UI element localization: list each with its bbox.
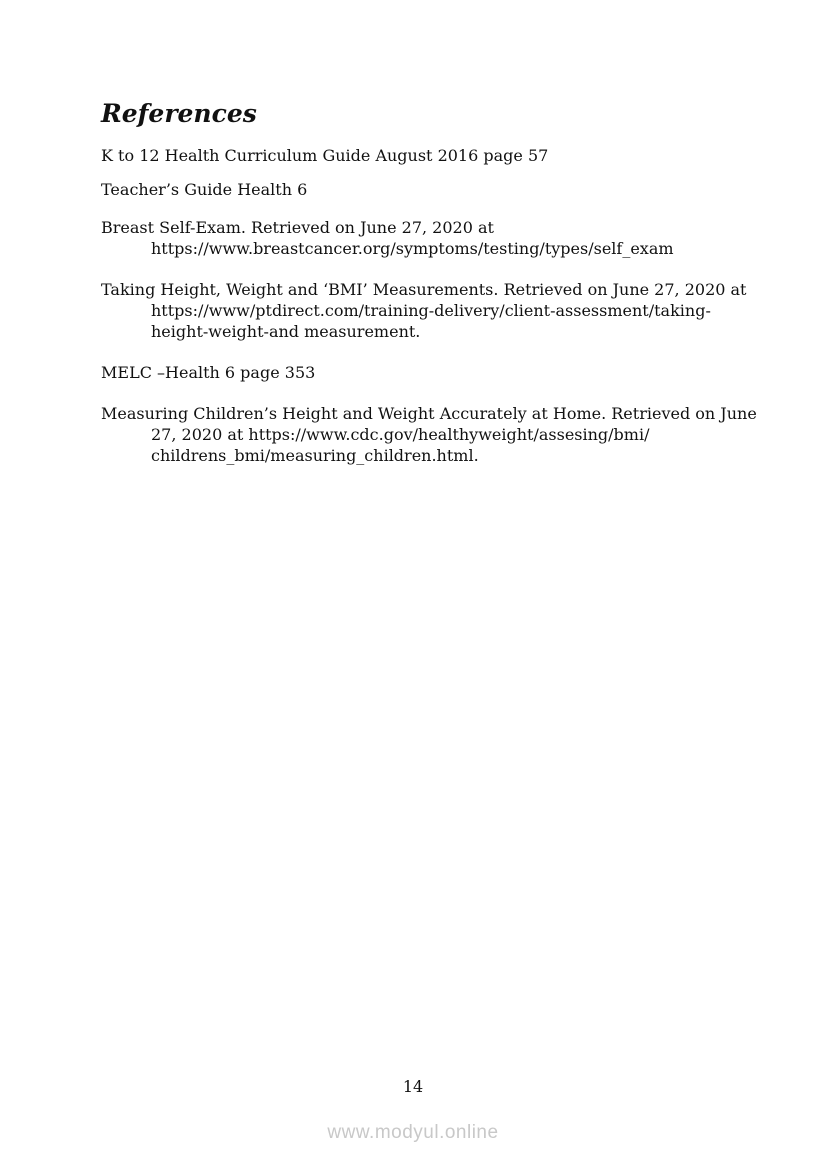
page-number: 14 — [402, 1077, 424, 1096]
page-title: References — [101, 99, 257, 128]
reference-line: Breast Self-Exam. Retrieved on June 27, 2020 at — [101, 218, 494, 237]
reference-entry — [101, 362, 741, 383]
reference-line: Measuring Children’s Height and Weight Accurately at Home. Retrieved on June — [101, 404, 757, 423]
reference-entry — [101, 217, 741, 259]
reference-line: K to 12 Health Curriculum Guide August 2016 page 57 — [101, 146, 549, 165]
reference-list — [101, 145, 757, 466]
reference-line: Taking Height, Weight and ‘BMI’ Measurements. Retrieved on June 27, 2020 at — [101, 280, 747, 299]
reference-line: MELC –Health 6 page 353 — [101, 363, 316, 382]
reference-url-continued: childrens_bmi/measuring_children.html. — [151, 446, 479, 465]
reference-url: https://www/ptdirect.com/training-delivery/client-assessment/taking- — [151, 301, 711, 320]
reference-url-continued: height-weight-and measurement. — [151, 322, 421, 341]
reference-url: https://www.breastcancer.org/symptoms/testing/types/self_exam — [151, 239, 674, 258]
reference-entry — [101, 403, 757, 466]
reference-entry — [101, 179, 741, 200]
reference-entry — [101, 279, 747, 342]
reference-entry — [101, 145, 741, 166]
references-section — [101, 98, 757, 486]
reference-line: Teacher’s Guide Health 6 — [101, 180, 308, 199]
watermark-text: www.modyul.online — [327, 1122, 499, 1143]
reference-url: 27, 2020 at https://www.cdc.gov/healthyweight/assesing/bmi/ — [151, 425, 650, 444]
